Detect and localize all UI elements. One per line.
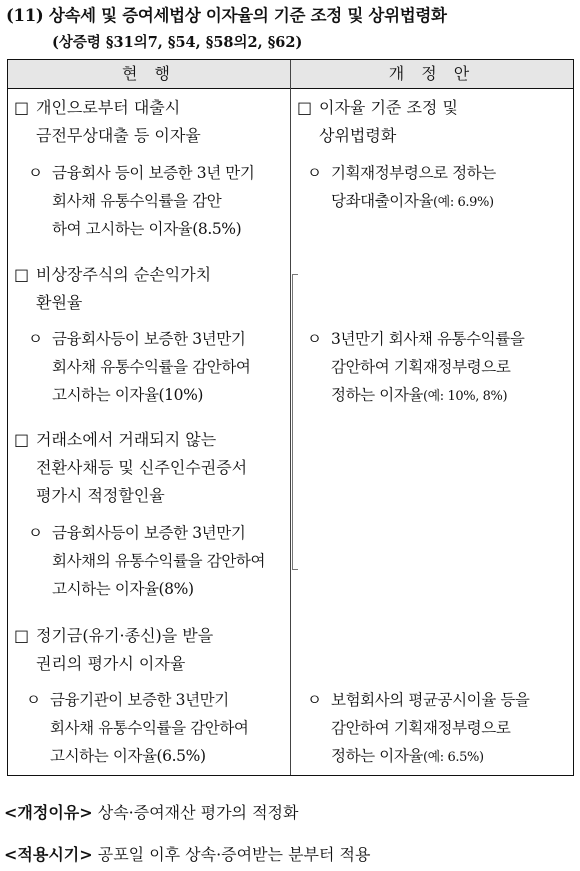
grouping-bracket	[292, 274, 298, 570]
current-sub-3: ㅇ 금융회사등이 보증한 3년만기 회사채의 유통수익률을 감안하여 고시하는 이자율(8%)	[28, 524, 266, 598]
comparison-table	[7, 59, 574, 776]
current-item-3: □ 거래소에서 거래되지 않는 전환사채등 및 신주인수권증서 평가시 적정할인율	[14, 430, 248, 505]
current-sub-4: ㅇ 금융기관이 보증한 3년만기 회사채 유통수익률을 감안하여 고시하는 이자율(6.5%)	[26, 691, 249, 765]
reason-line	[4, 800, 298, 823]
statute-reference: (상증령 §31의7, §54, §58의2, §62)	[52, 34, 303, 51]
proposed-sub-2: ㅇ 3년만기 회사채 유통수익률을 감안하여 기획재정부령으로 정하는 이자율(예: 10%, 8%)	[307, 330, 525, 404]
current-item-2: □ 비상장주식의 순손익가치 환원율	[14, 265, 212, 312]
header-current: 현 행	[122, 64, 176, 83]
reason-label: <개정이유>	[4, 803, 93, 822]
proposed-item: □ 이자율 기준 조정 및 상위법령화	[297, 98, 458, 145]
column-divider	[290, 60, 291, 775]
reason-text: 상속·증여재산 평가의 적정화	[97, 803, 299, 822]
section-title: (11) 상속세 및 증여세법상 이자율의 기준 조정 및 상위법령화	[6, 6, 447, 25]
header-proposed: 개 정 안	[388, 64, 476, 83]
current-sub-2: ㅇ 금융회사등이 보증한 3년만기 회사채 유통수익률을 감안하여 고시하는 이자율(10%)	[28, 330, 251, 404]
current-sub-1: ㅇ 금융회사 등이 보증한 3년 만기 회사채 유통수익률을 감안 하여 고시하는 이자율(8.5%)	[28, 164, 255, 238]
proposed-sub-1: ㅇ 기획재정부령으로 정하는 당좌대출이자율(예: 6.9%)	[307, 164, 496, 210]
effective-line	[4, 842, 370, 865]
effective-text: 공포일 이후 상속·증여받는 분부터 적용	[97, 845, 371, 864]
proposed-sub-3: ㅇ 보험회사의 평균공시이율 등을 감안하여 기획재정부령으로 정하는 이자율(예: 6.5%)	[307, 691, 530, 765]
effective-label: <적용시기>	[4, 845, 93, 864]
current-item-1: □ 개인으로부터 대출시 금전무상대출 등 이자율	[14, 98, 201, 145]
current-item-4: □ 정기금(유기·종신)을 받을 권리의 평가시 이자율	[14, 626, 214, 673]
